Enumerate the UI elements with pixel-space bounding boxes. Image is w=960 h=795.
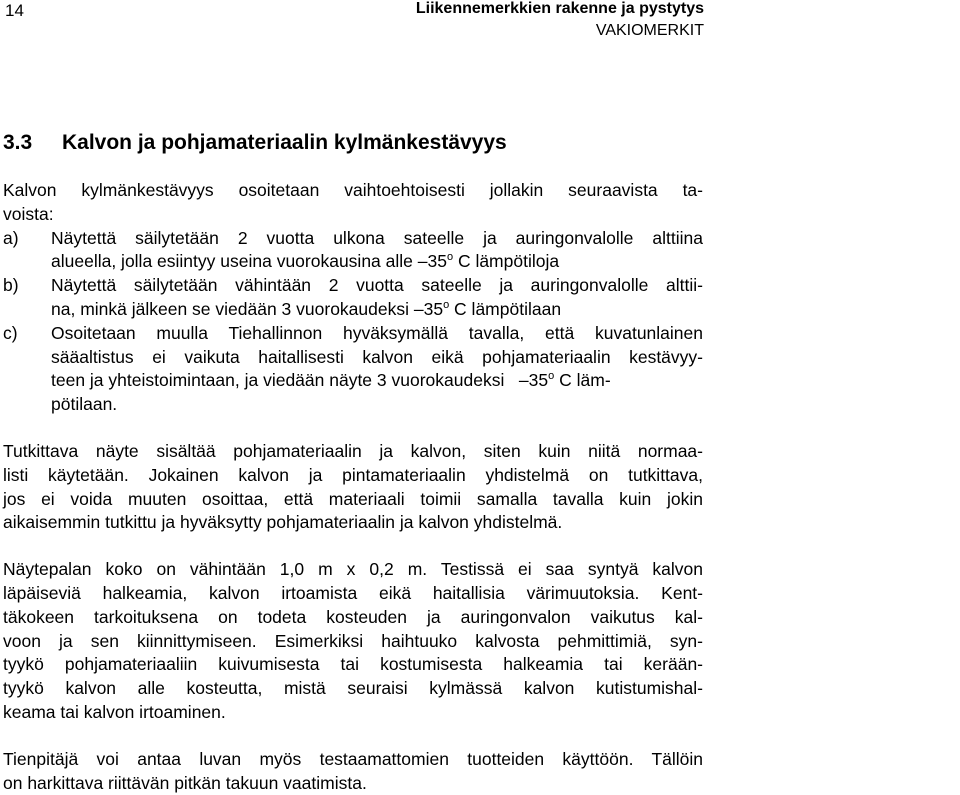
paragraph-1 (3, 440, 703, 535)
list-item-line: Näytettä säilytetään vähintään 2 vuotta sateelle ja auringonvalolle alttii- (51, 275, 703, 296)
paragraph-line: Tienpitäjä voi antaa luvan myös testaamattomien tuotteiden käyttöön. Tällöin (3, 748, 703, 769)
paragraph-line: on harkittava riittävän pitkän takuun vaatimista. (3, 772, 367, 793)
page-number: 14 (5, 1, 24, 20)
paragraph-gap (3, 535, 703, 558)
paragraph-line: tyykö pohjamateriaaliin kuivumisesta tai kostumisesta halkeamia tai kerään- (3, 654, 703, 675)
list-item-line (51, 250, 703, 274)
list-item-line: sääaltistus ei vaikuta haitallisesti kalvon eikä pohjamateriaalin kestävyy- (51, 346, 703, 367)
paragraph-line: jos ei voida muuten osoittaa, että materiaali toimii samalla tavalla kuin jokin (3, 488, 703, 509)
degree-sup: o (446, 251, 454, 264)
list-item-line: Osoitetaan muulla Tiehallinnon hyväksymällä tavalla, että kuvatunlainen (51, 322, 703, 343)
document-body (3, 179, 703, 795)
list-marker: c) (3, 322, 18, 343)
paragraph-gap (3, 417, 703, 440)
list-item-text: na, minkä jälkeen se viedään 3 vuorokaudeksi –35 (51, 298, 444, 319)
list-item-text: C lämpötiloja (453, 251, 560, 272)
paragraph-line: keama tai kalvon irtoaminen. (3, 701, 226, 722)
list-item-text: C läm- (554, 370, 611, 391)
paragraph-line: läpäiseviä halkeamia, kalvon irtoamista eikä haitallisia värimuutoksia. Kent- (3, 582, 703, 603)
paragraph-line: Tutkittava näyte sisältää pohjamateriaalin ja kalvon, siten kuin niitä normaa- (3, 440, 703, 461)
list-marker: b) (3, 275, 19, 296)
list-item-a (3, 227, 703, 275)
header-subtitle: VAKIOMERKIT (595, 22, 704, 39)
list-item-text: C lämpötilaan (449, 298, 562, 319)
degree-sup: o (443, 298, 450, 311)
paragraph-line: listi käytetään. Jokainen kalvon ja pintamateriaalin yhdistelmä on tutkittava, (3, 464, 703, 485)
list-item-line: Näytettä säilytetään 2 vuotta ulkona sateelle ja auringonvalolle alttiina (51, 227, 703, 248)
paragraph-2 (3, 558, 703, 725)
list-item-line (51, 298, 703, 322)
paragraph-line: Näytepalan koko on vähintään 1,0 m x 0,2 m. Testissä ei saa syntyä kalvon (3, 559, 703, 580)
list-item-b (3, 274, 703, 322)
paragraph-3 (3, 748, 703, 795)
paragraph-line: aikaisemmin tutkittu ja hyväksytty pohjamateriaalin ja kalvon yhdistelmä. (3, 512, 563, 533)
list-item-text: teen ja yhteistoimintaan, ja viedään näyte 3 vuorokaudeksi –35 (51, 370, 549, 391)
degree-sup: o (548, 370, 555, 383)
paragraph-gap (3, 725, 703, 748)
list-item-text: alueella, jolla esiintyy useina vuorokausina alle –35 (51, 251, 447, 272)
intro-line: voista: (3, 203, 54, 224)
list-marker: a) (3, 227, 19, 248)
paragraph-line: tyykö kalvon alle kosteutta, mistä seuraisi kylmässä kalvon kutistumishal- (3, 678, 703, 699)
section-title: Kalvon ja pohjamateriaalin kylmänkestävyys (62, 131, 507, 154)
list-item-c (3, 322, 703, 417)
intro-line: Kalvon kylmänkestävyys osoitetaan vaihtoehtoisesti jollakin seuraavista ta- (3, 180, 703, 200)
paragraph-line: voon ja sen kiinnittymiseen. Esimerkiksi haihtuuko kalvosta pehmittimiä, syn- (3, 630, 703, 651)
list-item-line: pötilaan. (51, 394, 118, 415)
paragraph-line: täkokeen tarkoituksena on todeta kosteuden ja auringonvalon vaikutus kal- (3, 606, 703, 627)
list-item-line (51, 369, 703, 393)
section-number: 3.3 (3, 131, 33, 154)
section-heading (3, 131, 507, 155)
header-title: Liikennemerkkien rakenne ja pystytys (415, 0, 704, 17)
